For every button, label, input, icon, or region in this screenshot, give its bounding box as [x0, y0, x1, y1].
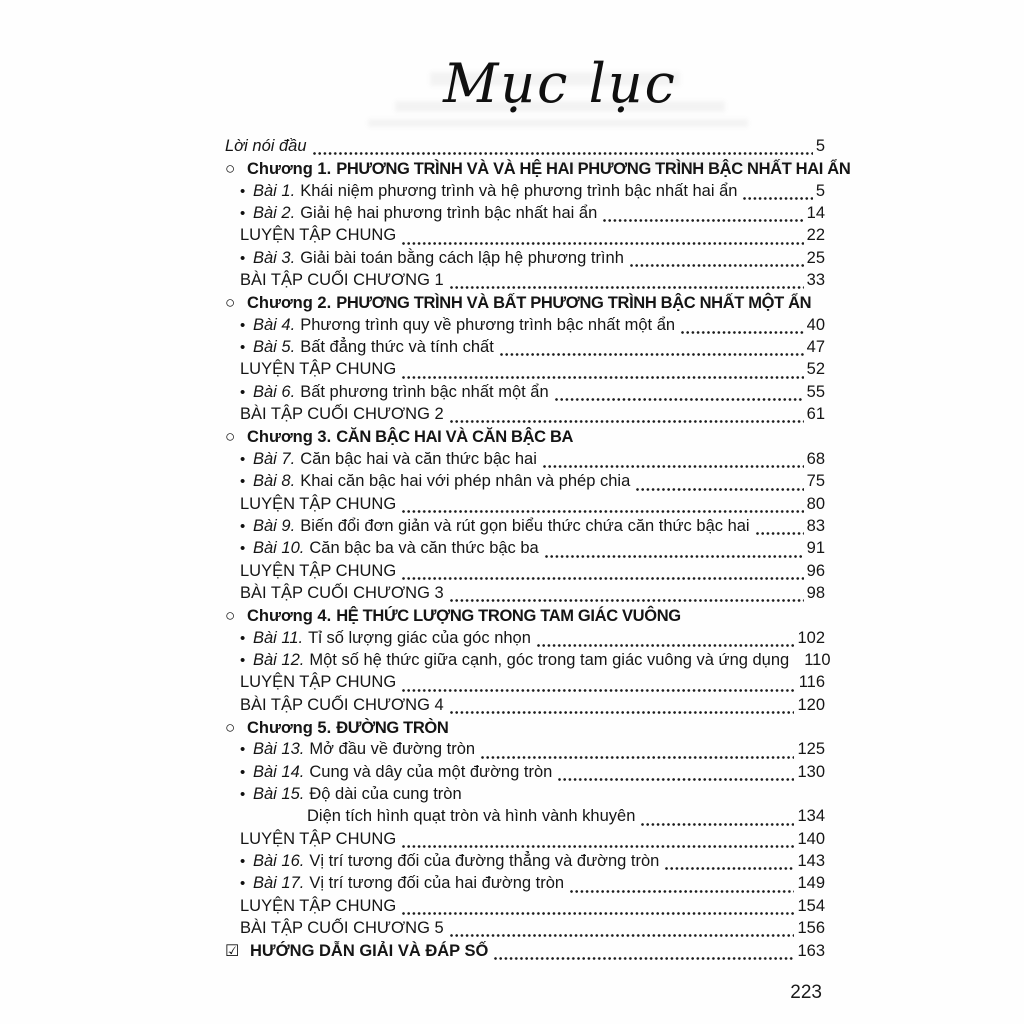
bullet-icon: •: [240, 629, 246, 647]
entry-label: LUYỆN TẬP CHUNG: [240, 673, 397, 692]
dot-leader: [641, 823, 794, 826]
toc-entry: [225, 293, 825, 315]
toc-entry: [225, 249, 825, 271]
toc-entry: [225, 763, 825, 785]
bullet-icon: •: [240, 785, 246, 803]
entry-label: Căn bậc ba và căn thức bậc ba: [309, 539, 539, 558]
toc-entry: [225, 650, 831, 673]
bullet-icon: •: [240, 316, 246, 334]
entry-page-number: 140: [797, 829, 825, 848]
entry-page-number: 25: [806, 248, 825, 267]
dot-leader: [543, 465, 804, 468]
dot-leader: [402, 845, 794, 848]
entry-label: LUYỆN TẬP CHUNG: [240, 561, 397, 580]
entry-page-number: 163: [797, 942, 825, 961]
dot-leader: [743, 197, 812, 200]
toc-entry: [225, 271, 825, 293]
entry-label: BÀI TẬP CUỐI CHƯƠNG 5: [240, 919, 444, 938]
entry-prefix: Bài 5.: [253, 338, 296, 357]
entry-page-number: 156: [797, 919, 825, 938]
table-of-contents: [225, 137, 851, 964]
toc-entry: [225, 807, 825, 829]
entry-label: Khai căn bậc hai với phép nhân và phép chia: [300, 472, 631, 491]
entry-label: Vị trí tương đối của đường thẳng và đường tròn: [309, 852, 660, 870]
entry-label: LUYỆN TẬP CHUNG: [240, 896, 397, 915]
dot-leader: [500, 353, 804, 356]
entry-page-number: 5: [815, 137, 825, 155]
entry-page-number: 143: [797, 852, 825, 870]
entry-label: BÀI TẬP CUỐI CHƯƠNG 4: [240, 695, 444, 714]
bullet-icon: •: [240, 473, 246, 491]
entry-label: Căn bậc hai và căn thức bậc hai: [300, 449, 537, 468]
page-title: Mục lục: [443, 52, 677, 115]
entry-prefix: Bài 9.: [253, 516, 296, 535]
toc-entry: [225, 159, 851, 181]
toc-entry: [225, 629, 825, 651]
bullet-icon: •: [240, 741, 246, 759]
bullet-icon: •: [240, 651, 246, 669]
dot-leader: [756, 532, 804, 535]
entry-label: Độ dài của cung tròn: [309, 784, 462, 803]
dot-leader: [603, 219, 803, 222]
bullet-icon: •: [240, 383, 246, 401]
toc-entry: [225, 539, 825, 561]
entry-page-number: 125: [797, 740, 825, 759]
toc-entry: [225, 316, 825, 338]
entry-label: LUYỆN TẬP CHUNG: [240, 226, 397, 245]
bullet-icon: •: [240, 450, 246, 468]
bullet-icon: •: [240, 205, 246, 223]
entry-prefix: Bài 11.: [253, 628, 304, 647]
entry-label: LUYỆN TẬP CHUNG: [240, 829, 397, 848]
toc-entry: [225, 137, 825, 159]
entry-label: Cung và dây của một đường tròn: [309, 762, 553, 781]
bleed-through-artifact: [368, 119, 748, 127]
toc-entry: [225, 874, 825, 896]
entry-prefix: Bài 2.: [253, 204, 296, 223]
page-number: 223: [790, 982, 822, 1003]
entry-label: PHƯƠNG TRÌNH VÀ VÀ HỆ HAI PHƯƠNG TRÌNH BẬC NHẤT HAI ẨN: [336, 160, 851, 179]
bullet-icon: •: [240, 540, 246, 558]
entry-page-number: 47: [806, 338, 825, 357]
entry-prefix: Bài 13.: [253, 740, 305, 759]
bullet-icon: •: [240, 853, 246, 870]
entry-label: LUYỆN TẬP CHUNG: [240, 494, 397, 513]
entry-label: Lời nói đầu: [225, 137, 307, 155]
checked-checkbox-icon: ☑: [225, 943, 240, 961]
toc-entry: [225, 338, 825, 360]
dot-leader: [558, 778, 794, 781]
entry-page-number: 130: [797, 762, 825, 781]
toc-entry: [225, 182, 825, 204]
bullet-icon: •: [240, 249, 246, 267]
entry-page-number: 52: [806, 360, 825, 379]
entry-label: BÀI TẬP CUỐI CHƯƠNG 2: [240, 405, 444, 424]
entry-page-number: 61: [806, 405, 825, 424]
toc-entry: [225, 427, 825, 449]
toc-entry: [225, 852, 825, 874]
entry-label: BÀI TẬP CUỐI CHƯƠNG 3: [240, 583, 444, 602]
dot-leader: [402, 376, 803, 379]
dot-leader: [402, 577, 803, 580]
entry-page-number: 80: [806, 494, 825, 513]
entry-label: ĐƯỜNG TRÒN: [336, 718, 449, 737]
toc-entry: [225, 718, 825, 740]
entry-prefix: Chương 3.: [247, 428, 332, 447]
toc-entry: [225, 204, 825, 226]
entry-label: HỆ THỨC LƯỢNG TRONG TAM GIÁC VUÔNG: [336, 607, 681, 626]
dot-leader: [636, 488, 803, 491]
entry-page-number: 96: [806, 561, 825, 580]
dot-leader: [481, 756, 794, 759]
dot-leader: [537, 644, 795, 647]
entry-label: PHƯƠNG TRÌNH VÀ BẤT PHƯƠNG TRÌNH BẬC NHẤT MỘT ẨN: [336, 294, 812, 313]
toc-entry: [225, 740, 825, 762]
entry-page-number: 154: [797, 896, 825, 915]
entry-label: Bất đẳng thức và tính chất: [300, 338, 494, 357]
chapter-circle-icon: ○: [225, 293, 236, 313]
toc-entry: [225, 919, 825, 941]
entry-prefix: Bài 3.: [253, 248, 296, 267]
entry-page-number: 55: [806, 382, 825, 401]
dot-leader: [795, 666, 801, 669]
entry-label: HƯỚNG DẪN GIẢI VÀ ĐÁP SỐ: [250, 942, 489, 961]
toc-entry: [225, 226, 825, 248]
entry-prefix: Bài 14.: [253, 762, 305, 781]
entry-prefix: Bài 10.: [253, 539, 305, 558]
entry-page-number: 68: [806, 449, 825, 468]
entry-page-number: 102: [797, 628, 825, 647]
entry-label: Tỉ số lượng giác của góc nhọn: [308, 628, 531, 647]
toc-entry: [225, 696, 825, 718]
toc-entry: [225, 606, 825, 628]
dot-leader: [450, 934, 795, 937]
entry-prefix: Bài 15.: [253, 784, 305, 803]
entry-page-number: 5: [815, 181, 825, 200]
entry-page-number: 83: [806, 516, 825, 535]
entry-label: Vị trí tương đối của hai đường tròn: [309, 874, 565, 893]
entry-label: Bất phương trình bậc nhất một ẩn: [300, 382, 549, 401]
entry-prefix: Chương 4.: [247, 607, 332, 626]
entry-label: CĂN BẬC HAI VÀ CĂN BẬC BA: [336, 428, 574, 447]
entry-page-number: 75: [806, 472, 825, 491]
toc-entry: [225, 941, 825, 963]
entry-label: Giải bài toán bằng cách lập hệ phương trình: [300, 248, 624, 267]
toc-entry: [225, 517, 825, 539]
entry-label: Phương trình quy về phương trình bậc nhất một ẩn: [300, 315, 676, 334]
toc-entry: [225, 472, 825, 494]
entry-prefix: Bài 4.: [253, 315, 296, 334]
dot-leader: [450, 711, 795, 714]
entry-prefix: Chương 5.: [247, 718, 332, 737]
entry-page-number: 98: [806, 583, 825, 602]
dot-leader: [555, 398, 804, 401]
entry-prefix: Bài 8.: [253, 472, 296, 491]
dot-leader: [402, 510, 803, 513]
entry-prefix: Bài 6.: [253, 382, 296, 401]
chapter-circle-icon: ○: [225, 427, 236, 447]
entry-prefix: Bài 17.: [253, 874, 305, 893]
toc-entry: [225, 562, 825, 584]
entry-page-number: 134: [797, 807, 825, 826]
toc-entry: [225, 360, 825, 382]
toc-entry: [225, 673, 825, 695]
entry-label: Diện tích hình quạt tròn và hình vành khuyên: [307, 807, 636, 826]
dot-leader: [450, 599, 804, 602]
bullet-icon: •: [240, 517, 246, 535]
toc-entry: [225, 897, 825, 919]
entry-page-number: 110: [804, 650, 831, 669]
entry-prefix: Bài 12.: [253, 650, 305, 669]
toc-entry: [225, 830, 825, 852]
entry-prefix: Chương 1.: [247, 160, 332, 179]
entry-label: LUYỆN TẬP CHUNG: [240, 360, 397, 379]
dot-leader: [681, 331, 804, 334]
entry-page-number: 33: [806, 271, 825, 290]
dot-leader: [450, 286, 804, 289]
dot-leader: [494, 957, 794, 960]
entry-prefix: Bài 16.: [253, 852, 305, 870]
toc-entry: [225, 584, 825, 606]
entry-prefix: Chương 2.: [247, 294, 332, 313]
entry-page-number: 14: [806, 204, 825, 223]
bullet-icon: •: [240, 875, 246, 893]
entry-prefix: Bài 1.: [253, 181, 296, 200]
entry-page-number: 91: [806, 539, 825, 558]
chapter-circle-icon: ○: [225, 159, 236, 179]
bullet-icon: •: [240, 182, 246, 200]
entry-page-number: 149: [797, 874, 825, 893]
dot-leader: [665, 867, 794, 870]
chapter-circle-icon: ○: [225, 717, 236, 737]
toc-entry: [225, 450, 825, 472]
toc-entry: [225, 383, 825, 405]
entry-label: BÀI TẬP CUỐI CHƯƠNG 1: [240, 271, 444, 290]
dot-leader: [545, 555, 804, 558]
chapter-circle-icon: ○: [225, 606, 236, 626]
toc-entry: [225, 405, 825, 427]
dot-leader: [402, 912, 794, 915]
entry-label: Giải hệ hai phương trình bậc nhất hai ẩn: [300, 204, 598, 223]
dot-leader: [402, 242, 803, 245]
entry-page-number: 22: [806, 226, 825, 245]
bullet-icon: •: [240, 339, 246, 357]
dot-leader: [313, 152, 813, 155]
dot-leader: [450, 420, 804, 423]
entry-page-number: 116: [798, 673, 825, 692]
toc-entry: [225, 495, 825, 517]
dot-leader: [630, 264, 804, 267]
entry-label: Một số hệ thức giữa cạnh, góc trong tam giác vuông và ứng dụng: [309, 650, 790, 669]
dot-leader: [402, 689, 796, 692]
entry-label: Khái niệm phương trình và hệ phương trình bậc nhất hai ẩn: [300, 181, 738, 200]
bullet-icon: •: [240, 763, 246, 781]
toc-entry: [225, 785, 825, 807]
entry-page-number: 40: [806, 315, 825, 334]
entry-page-number: 120: [797, 695, 825, 714]
dot-leader: [570, 890, 794, 893]
entry-label: Mở đầu về đường tròn: [309, 740, 476, 759]
entry-prefix: Bài 7.: [253, 449, 296, 468]
entry-label: Biến đổi đơn giản và rút gọn biểu thức chứa căn thức bậc hai: [300, 516, 750, 535]
